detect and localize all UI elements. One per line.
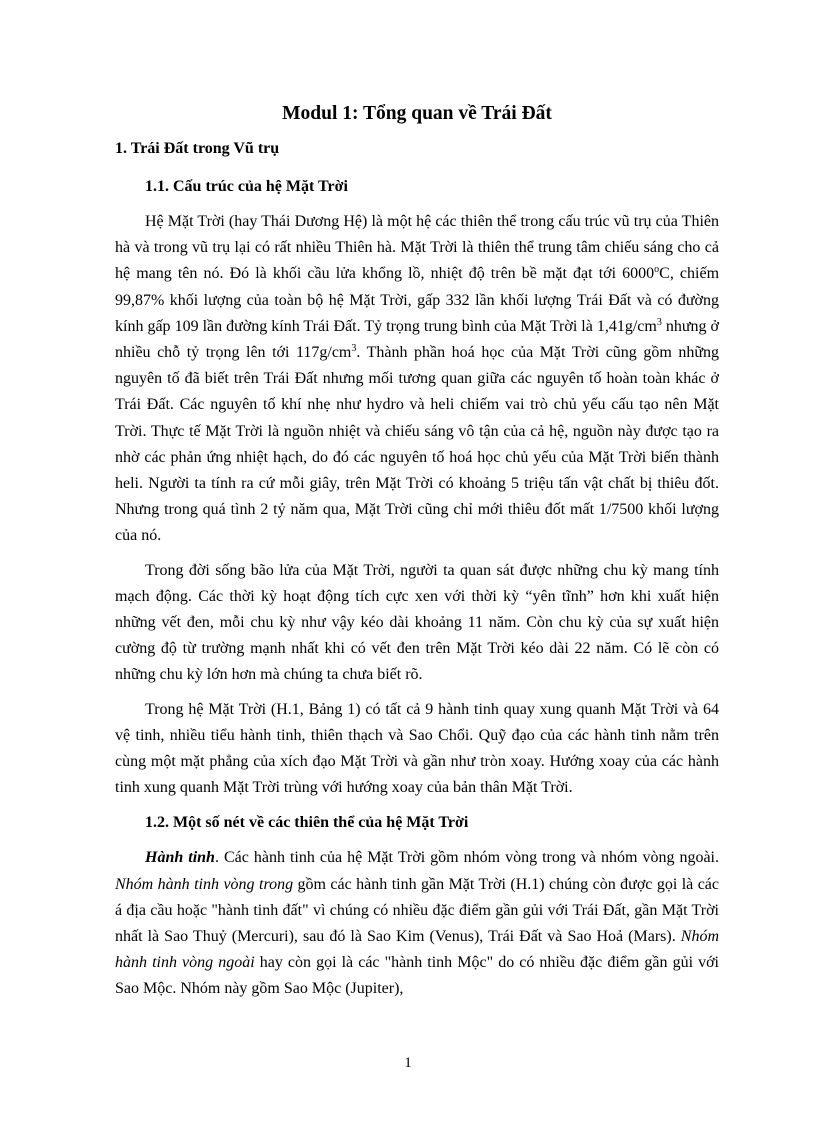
term-outer-planets: Nhóm hành tinh vòng ngoài bbox=[115, 928, 719, 972]
section-heading-1-1: 1.1. Cấu trúc của hệ Mặt Trời bbox=[145, 178, 348, 195]
section-heading-1-2: 1.2. Một số nét về các thiên thể của hệ Mặt Trời bbox=[145, 814, 469, 832]
paragraph-solar-system-structure: Hệ Mặt Trời (hay Thái Dương Hệ) là một hệ các thiên thể trong cấu trúc vũ trụ của Thiên hà và trong vũ trụ lại có rất nhiều Thiên hà. Mặt Trời là thiên thể trung tâm chiếu sáng cho cả hệ mang tên nó. Đó là khối cầu lửa khổng lồ, nhiệt độ trên bề mặt đạt tới 6000$^o$C, chiếm 99,87% khối lượng của toàn bộ hệ Mặt Trời, gấp 332 lần khối lượng Trái Đất và có đường kính gấp 109 lần đường kính Trái Đất. Tỷ trọng trung bình của Mặt Trời là $1,41g/cm^3$ nhưng ở nhiều chỗ tỷ trọng lên tới $117g/cm^3$. Thành phần hoá học của Mặt Trời cũng gồm những nguyên tố đã biết trên Trái Đất nhưng mối tương quan giữa các nguyên tố hoàn toàn khác ở Trái Đất. Các nguyên tố khí nhẹ như hydro và heli chiếm vai trò chủ yếu cấu tạo nên Mặt Trời. Thực tế Mặt Trời là nguồn nhiệt và chiếu sáng vô tận của cả hệ, nguồn này được tạo ra nhờ các phản ứng nhiệt hạch, do đó các nguyên tố hoá học chủ yếu của Mặt Trời biến thành heli. Người ta tính ra cứ mỗi giây, trên Mặt Trời có khoảng 5 triệu tấn vật chất bị thiêu đốt. Nhưng trong quá tình 2 tỷ năm qua, Mặt Trời cũng chỉ mới thiêu đốt mất 1/7500 khối lượng của nó. bbox=[115, 213, 720, 545]
term-planet: Hành tinh bbox=[145, 849, 215, 867]
superscript-cubic: 3 bbox=[351, 343, 357, 355]
superscript-degree: o bbox=[654, 264, 660, 276]
paragraph-planets: Hành tinh. Các hành tinh của hệ Mặt Trời gồm nhóm vòng trong và nhóm vòng ngoài. Nhóm hành tinh vòng trong gồm các hành tinh gần Mặt Trời (H.1) chúng còn được gọi là các á địa cầu hoặc "hành tinh đất" vì chúng có nhiều đặc điểm gần gủi với Trái Đất, gần Mặt Trời nhất là Sao Thuỷ (Mercuri), sau đó là Sao Kim (Venus), Trái Đất và Sao Hoả (Mars). Nhóm hành tinh vòng ngoài hay còn gọi là các "hành tinh Mộc" do có nhiều đặc điểm gần gủi với Sao Mộc. Nhóm này gồm Sao Mộc (Jupiter), bbox=[115, 849, 720, 998]
page-number: 1 bbox=[404, 1055, 412, 1071]
superscript-cubic: 3 bbox=[656, 316, 662, 328]
paragraph-planets-orbits: Trong hệ Mặt Trời (H.1, Bảng 1) có tất cả 9 hành tinh quay xung quanh Mặt Trời và 64 vệ tinh, nhiều tiểu hành tinh, thiên thạch và Sao Chổi. Quỹ đạo của các hành tinh nằm trên cùng một mặt phẳng của xích đạo Mặt Trời và gần như tròn xoay. Hướng xoay của các hành tinh xung quanh Mặt Trời trùng với hướng xoay của bản thân Mặt Trời. bbox=[115, 700, 719, 797]
paragraph-solar-cycles: Trong đời sống bão lửa của Mặt Trời, người ta quan sát được những chu kỳ mang tính mạch động. Các thời kỳ hoạt động tích cực xen với thời kỳ “yên tĩnh” hơn khi xuất hiện những vết đen, mỗi chu kỳ như vậy kéo dài khoảng 11 năm. Còn chu kỳ của sự xuất hiện cường độ từ trường mạnh nhất khi có vết đen trên Mặt Trời kéo dài 22 năm. Có lẽ còn có những chu kỳ lớn hơn mà chúng ta chưa biết rõ. bbox=[115, 561, 719, 684]
module-title: Modul 1: Tổng quan về Trái Đất bbox=[282, 103, 552, 124]
section-heading-1: 1. Trái Đất trong Vũ trụ bbox=[115, 140, 280, 157]
term-inner-planets: Nhóm hành tinh vòng trong bbox=[115, 875, 294, 893]
page-content bbox=[115, 99, 719, 1011]
